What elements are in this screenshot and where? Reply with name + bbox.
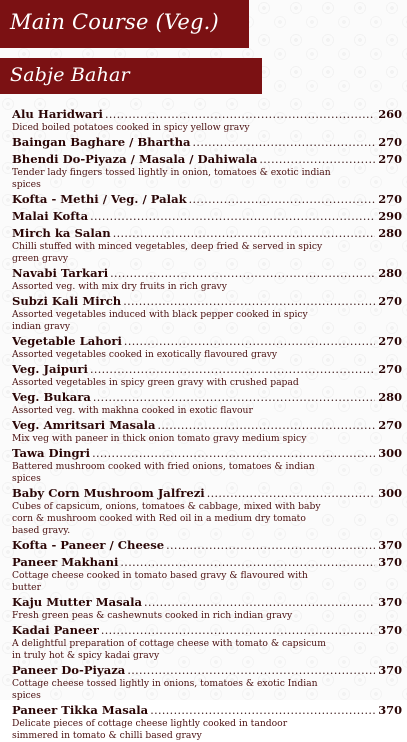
item-price: 270 <box>378 294 402 308</box>
menu-item-line <box>12 361 402 378</box>
dot-leader <box>158 417 376 434</box>
menu-item-line <box>12 191 402 208</box>
dot-leader <box>123 293 375 310</box>
dot-leader <box>90 208 375 225</box>
item-name: Malai Kofta <box>12 209 89 223</box>
item-price: 270 <box>378 418 402 432</box>
item-price: 280 <box>378 226 402 240</box>
dot-leader <box>124 333 375 350</box>
menu-item <box>12 445 402 485</box>
item-description: Tender lady fingers tossed lightly in onion, tomatoes & exotic indian spices <box>12 167 331 190</box>
menu-item-line <box>12 225 402 242</box>
item-name: Baby Corn Mushroom Jalfrezi <box>12 486 205 500</box>
menu-item-line <box>12 662 402 679</box>
item-name: Paneer Do-Piyaza <box>12 663 126 677</box>
item-price: 370 <box>378 555 402 569</box>
menu-item-line <box>12 485 402 502</box>
item-name: Kofta - Paneer / Cheese <box>12 538 165 552</box>
dot-leader <box>144 594 375 611</box>
item-description: Cottage cheese tossed lightly in onions, tomatoes & exotic Indian spices <box>12 678 318 701</box>
menu-item-line <box>12 417 402 434</box>
menu-item <box>12 134 402 151</box>
dot-leader <box>90 361 375 378</box>
dot-leader <box>150 702 375 719</box>
item-name: Alu Haridwari <box>12 107 103 121</box>
menu-item <box>12 537 402 554</box>
item-name: Mirch ka Salan <box>12 226 111 240</box>
item-name: Baingan Baghare / Bhartha <box>12 135 191 149</box>
menu-item-line <box>12 702 402 719</box>
item-price: 270 <box>378 152 402 166</box>
item-name: Veg. Jaipuri <box>12 362 88 376</box>
section-title-banner <box>0 58 262 94</box>
item-name: Veg. Amritsari Masala <box>12 418 156 432</box>
item-price: 290 <box>378 209 402 223</box>
menu-item-line <box>12 554 402 571</box>
item-description: Chilli stuffed with minced vegetables, deep fried & served in spicy green gravy <box>12 241 323 264</box>
menu-item <box>12 594 402 622</box>
item-description: Mix veg with paneer in thick onion tomato gravy medium spicy <box>12 433 307 444</box>
menu-item-line <box>12 265 402 282</box>
menu-item-line <box>12 134 402 151</box>
dot-leader <box>113 225 376 242</box>
item-name: Paneer Makhani <box>12 555 119 569</box>
dot-leader <box>93 389 375 406</box>
menu-item-line <box>12 208 402 225</box>
item-description: Diced boiled potatoes cooked in spicy yellow gravy <box>12 122 250 133</box>
item-name: Kofta - Methi / Veg. / Palak <box>12 192 187 206</box>
item-name: Bhendi Do-Piyaza / Masala / Dahiwala <box>12 152 258 166</box>
dot-leader <box>92 445 375 462</box>
menu-item <box>12 622 402 662</box>
item-name: Kaju Mutter Masala <box>12 595 143 609</box>
menu-item <box>12 485 402 537</box>
dot-leader <box>193 134 376 151</box>
menu-item <box>12 361 402 389</box>
item-name: Navabi Tarkari <box>12 266 109 280</box>
item-price: 280 <box>378 266 402 280</box>
menu-item-line <box>12 594 402 611</box>
menu-item <box>12 191 402 208</box>
menu-item-line <box>12 333 402 350</box>
dot-leader <box>207 485 376 502</box>
item-description: Fresh green peas & cashewnuts cooked in rich indian gravy <box>12 610 293 621</box>
item-price: 260 <box>378 107 402 121</box>
dot-leader <box>189 191 376 208</box>
item-name: Subzi Kali Mirch <box>12 294 122 308</box>
dot-leader <box>120 554 375 571</box>
item-price: 270 <box>378 334 402 348</box>
menu-item <box>12 554 402 594</box>
menu-item <box>12 225 402 265</box>
menu-item <box>12 333 402 361</box>
item-description: Assorted vegetables induced with black pepper cooked in spicy indian gravy <box>12 309 308 332</box>
dot-leader <box>259 151 375 168</box>
item-price: 370 <box>378 623 402 637</box>
menu-item <box>12 293 402 333</box>
item-price: 370 <box>378 538 402 552</box>
item-price: 300 <box>378 486 402 500</box>
menu-item <box>12 208 402 225</box>
item-description: Assorted vegetables in spicy green gravy with crushed papad <box>12 377 299 388</box>
item-price: 270 <box>378 135 402 149</box>
item-price: 270 <box>378 192 402 206</box>
dot-leader <box>166 537 375 554</box>
menu-item <box>12 662 402 702</box>
menu-item-line <box>12 389 402 406</box>
menu-item <box>12 106 402 134</box>
menu-list <box>12 106 402 742</box>
item-description: Assorted veg. with mix dry fruits in rich gravy <box>12 281 227 292</box>
item-name: Paneer Tikka Masala <box>12 703 149 717</box>
dot-leader <box>101 622 375 639</box>
item-price: 370 <box>378 595 402 609</box>
menu-item-line <box>12 151 402 168</box>
menu-item-line <box>12 445 402 462</box>
item-price: 280 <box>378 390 402 404</box>
item-name: Vegetable Lahori <box>12 334 122 348</box>
page-title: Main Course (Veg.) <box>10 10 219 34</box>
item-price: 300 <box>378 446 402 460</box>
item-description: Cubes of capsicum, onions, tomatoes & cabbage, mixed with baby corn & mushroom cooked with Red oil in a medium dry tomato based gravy. <box>12 501 321 536</box>
item-price: 370 <box>378 663 402 677</box>
menu-item <box>12 151 402 191</box>
item-description: Battered mushroom cooked with fried onions, tomatoes & indian spices <box>12 461 315 484</box>
item-description: Delicate pieces of cottage cheese lightly cooked in tandoor simmered in tomato & chilli based gravy <box>12 718 288 741</box>
item-price: 370 <box>378 703 402 717</box>
dot-leader <box>127 662 375 679</box>
item-name: Veg. Bukara <box>12 390 91 404</box>
menu-item <box>12 417 402 445</box>
menu-item <box>12 702 402 742</box>
menu-item-line <box>12 293 402 310</box>
item-description: Cottage cheese cooked in tomato based gravy & flavoured with butter <box>12 570 308 593</box>
menu-item <box>12 265 402 293</box>
dot-leader <box>105 106 375 123</box>
item-description: A delightful preparation of cottage cheese with tomato & capsicum in truly hot & spicy kadai gravy <box>12 638 326 661</box>
page-title-banner <box>0 0 249 48</box>
menu-item-line <box>12 537 402 554</box>
section-title: Sabje Bahar <box>10 64 130 86</box>
item-name: Tawa Dingri <box>12 446 91 460</box>
item-price: 270 <box>378 362 402 376</box>
item-description: Assorted veg. with makhna cooked in exotic flavour <box>12 405 253 416</box>
item-description: Assorted vegetables cooked in exotically flavoured gravy <box>12 349 278 360</box>
menu-item <box>12 389 402 417</box>
item-name: Kadai Paneer <box>12 623 99 637</box>
menu-item-line <box>12 622 402 639</box>
menu-item-line <box>12 106 402 123</box>
dot-leader <box>110 265 375 282</box>
